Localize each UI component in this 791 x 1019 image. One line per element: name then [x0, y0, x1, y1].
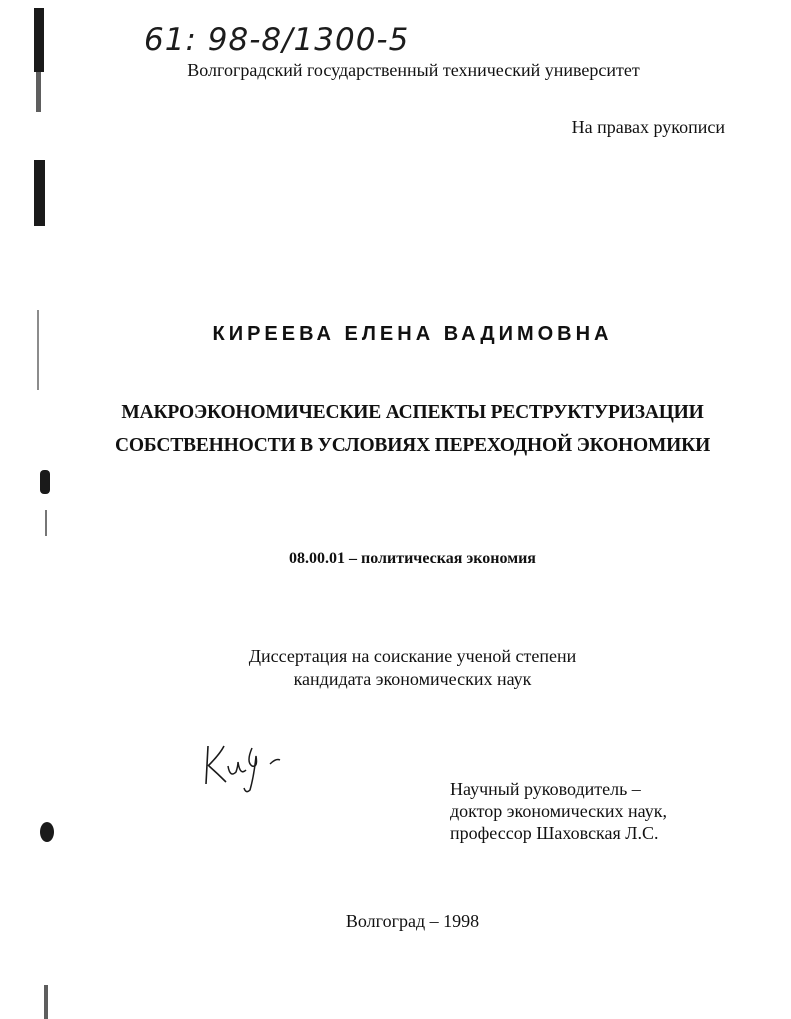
- scan-artifact: [34, 160, 45, 226]
- archive-number: [142, 14, 462, 62]
- dissertation-title: [0, 396, 791, 462]
- svg-text:61: 98-8/1300-5: 61: 98-8/1300-5: [144, 22, 410, 58]
- scan-artifact: [44, 985, 48, 1019]
- scan-artifact: [45, 510, 47, 536]
- supervisor-line: доктор экономических наук,: [450, 801, 667, 821]
- title-line: МАКРОЭКОНОМИЧЕСКИЕ АСПЕКТЫ РЕСТРУКТУРИЗАЦИИ: [121, 402, 704, 423]
- degree-statement: [0, 645, 791, 691]
- city-year: Волгоград – 1998: [345, 911, 480, 931]
- scan-artifact: [37, 310, 39, 390]
- degree-line: Диссертация на соискание ученой степени: [248, 646, 577, 666]
- manuscript-rights: На правах рукописи: [571, 117, 725, 137]
- scan-artifact: [40, 470, 50, 494]
- supervisor-line: профессор Шаховская Л.С.: [450, 823, 659, 843]
- specialty-code: 08.00.01 – политическая экономия: [289, 550, 536, 567]
- university-name: Волгоградский государственный технический университет: [187, 60, 640, 80]
- supervisor-line: Научный руководитель –: [450, 779, 641, 799]
- signature: [200, 736, 300, 796]
- author-name: КИРЕЕВА ЕЛЕНА ВАДИМОВНА: [212, 323, 613, 345]
- degree-line: кандидата экономических наук: [293, 669, 532, 689]
- scan-artifact: [40, 822, 54, 842]
- scientific-supervisor: [450, 778, 750, 844]
- title-line: СОБСТВЕННОСТИ В УСЛОВИЯХ ПЕРЕХОДНОЙ ЭКОНОМИКИ: [114, 435, 711, 456]
